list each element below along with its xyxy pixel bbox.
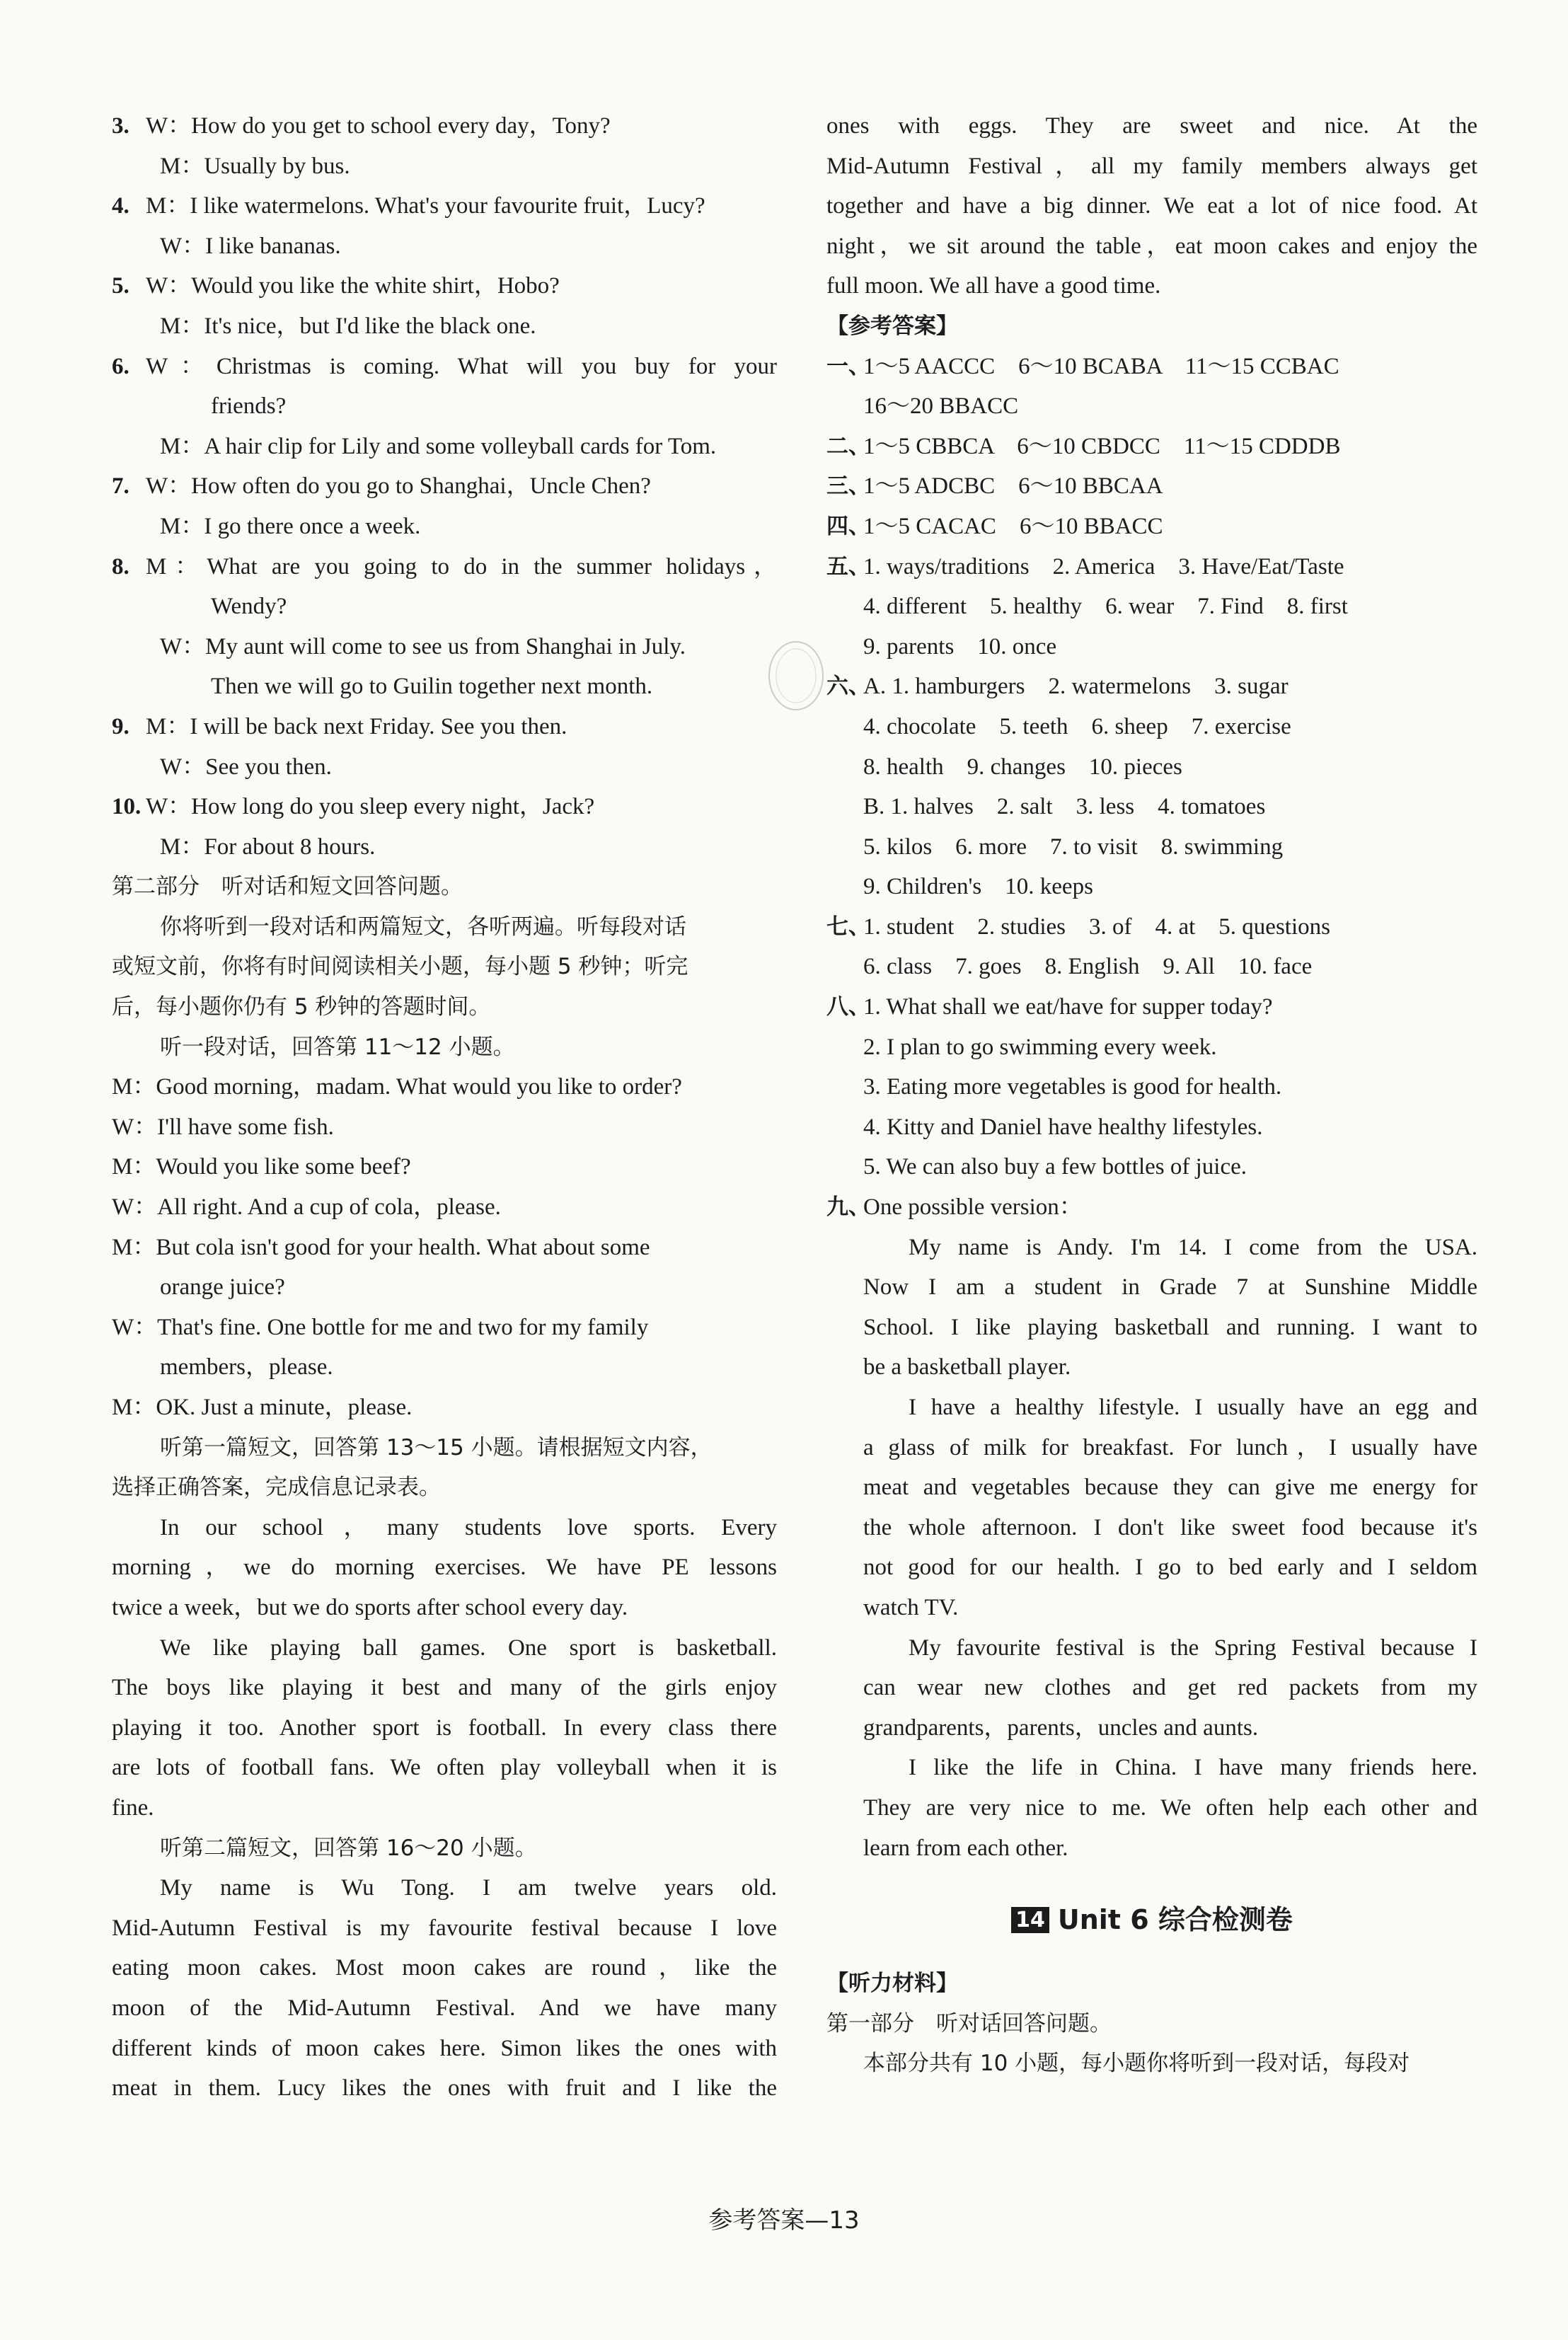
answer-line [826,947,1477,987]
dialog-line [112,827,777,868]
answer-key: 二、 [826,433,870,459]
dialog-line: M：But cola isn't good for your health. What about some [112,1234,650,1260]
answer-line [826,386,1477,427]
answer-line [826,466,1477,507]
dialog-line [112,466,777,507]
essay-line: learn from each other. [863,1835,1068,1861]
question-number: 10. [112,794,142,820]
answer-text: 1～5 CBBCA 6～10 CBDCC 11～15 CDDDB [863,433,1341,459]
answer-line [826,907,1477,947]
passage-line: night，we sit around the table，eat moon cakes and enjoy the [826,233,1477,259]
answer-text: 1～5 ADCBC 6～10 BBCAA [863,473,1163,500]
dialog-line: M：Would you like some beef? [112,1154,411,1180]
answer-key: 一、 [826,353,870,379]
answer-key: 七、 [826,913,870,940]
answer-line [826,427,1477,467]
dialog-line: M：Good morning，madam. What would you like to order? [112,1074,682,1100]
essay-line: watch TV. [863,1594,959,1620]
answer-line [826,1067,1477,1107]
answer-line [826,707,1477,747]
listening-label: 【听力材料】 [826,1971,958,1997]
passage-line: moon of the Mid-Autumn Festival. And we have many [112,1995,777,2021]
answer-line [826,1147,1477,1187]
passage-line: The boys like playing it best and many of the girls enjoy [112,1675,777,1701]
dialog-line [112,507,777,547]
instruction-text: 或短文前，你将有时间阅读相关小题，每小题 5 秒钟；听完 [112,954,688,980]
dialog-title: 听一段对话，回答第 11～12 小题。 [160,1034,515,1060]
answer-text: 2. I plan to go swimming every week. [863,1034,1217,1060]
dialog-text: M：I go there once a week. [160,513,421,539]
dialog-line [112,667,777,707]
question-number: 6. [112,353,129,379]
essay-line: My favourite festival is the Spring Festival because I [909,1635,1477,1661]
dialog-line [112,787,777,827]
dialog-line [112,386,777,427]
dialog-line [112,226,777,267]
dialog-line [112,347,777,387]
dialog-text: M：For about 8 hours. [160,834,376,860]
answer-text: 8. health 9. changes 10. pieces [863,754,1182,780]
answer-key: 三、 [826,473,870,500]
answer-line [826,747,1477,788]
dialog-text: Then we will go to Guilin together next month. [211,674,653,700]
passage-title: 听第二篇短文，回答第 16～20 小题。 [160,1835,537,1861]
answer-text: 5. We can also buy a few bottles of juice. [863,1154,1247,1180]
answer-key: 四、 [826,513,870,539]
watermark-stamp-icon [764,637,828,715]
answer-text: 16～20 BBACC [863,393,1019,420]
dialog-line [112,427,777,467]
unit-badge: 14 [1011,1907,1049,1933]
section-title: 第二部分 听对话和短文回答问题。 [112,874,463,900]
answer-key: 六、 [826,674,870,700]
dialog-text: Wendy? [211,594,287,620]
passage-title: 听第一篇短文，回答第 13～15 小题。请根据短文内容， [160,1434,713,1460]
answer-label: 【参考答案】 [826,313,958,339]
passage-line: In our school，many students love sports. Every [160,1514,777,1540]
essay-line: not good for our health. I go to bed early and I seldom [863,1555,1477,1581]
answer-text: A. 1. hamburgers 2. watermelons 3. sugar [863,674,1289,700]
answer-text: 4. different 5. healthy 6. wear 7. Find 8. first [863,594,1348,620]
question-number: 9. [112,713,129,739]
essay-line: My name is Andy. I'm 14. I come from the USA. [909,1234,1477,1260]
answer-key: 五、 [826,553,870,580]
question-number: 3. [112,113,129,139]
dialog-text: W：How long do you sleep every night，Jack? [146,794,595,820]
passage-line: Mid-Autumn Festival is my favourite festival because I love [112,1915,777,1941]
answer-line [826,1107,1477,1148]
essay-line: meat and vegetables because they can give me energy for [863,1475,1477,1501]
page-footer: 参考答案—13 [708,2206,860,2235]
passage-line: full moon. We all have a good time. [826,273,1161,299]
answer-line [826,787,1477,827]
question-number: 5. [112,273,129,299]
answer-line [826,507,1477,547]
dialog-text: W：How do you get to school every day，Tony? [146,113,611,139]
answer-line [826,667,1477,707]
answer-line [826,627,1477,667]
instruction-text: 本部分共有 10 小题，每小题你将听到一段对话，每段对 [863,2051,1410,2077]
dialog-line: W：That's fine. One bottle for me and two for my family [112,1314,649,1340]
answer-text: 1. ways/traditions 2. America 3. Have/Eat/Taste [863,553,1344,580]
dialog-text: M：I like watermelons. What's your favourite fruit，Lucy? [146,193,705,219]
passage-line: different kinds of moon cakes here. Simon likes the ones with [112,2035,777,2061]
passage-line: twice a week，but we do sports after school every day. [112,1594,628,1620]
answer-line [826,1027,1477,1068]
dialog-text: W：My aunt will come to see us from Shanghai in July. [160,633,686,659]
dialog-text: M：A hair clip for Lily and some volleyball cards for Tom. [160,433,717,459]
passage-line: fine. [112,1794,154,1821]
essay-line: I have a healthy lifestyle. I usually have an egg and [909,1395,1477,1420]
instruction-text: 后，每小题你仍有 5 秒钟的答题时间。 [112,994,491,1020]
answer-text: B. 1. halves 2. salt 3. less 4. tomatoes [863,794,1266,820]
essay-line: can wear new clothes and get red packets from my [863,1675,1477,1701]
answer-text: 1. What shall we eat/have for supper today? [863,994,1273,1020]
dialog-line [112,587,777,627]
dialog-text: M：What are you going to do in the summer holidays， [146,553,777,580]
section-title: 第一部分 听对话回答问题。 [826,2010,1112,2036]
passage-line: are lots of football fans. We often play volleyball when it is [112,1755,777,1781]
answer-line [826,867,1477,907]
answer-text: 6. class 7. goes 8. English 9. All 10. face [863,954,1313,980]
dialog-text: W：How often do you go to Shanghai，Uncle Chen? [146,473,651,500]
essay-line: School. I like playing basketball and running. I want to [863,1314,1477,1340]
answer-text: 1～5 AACCC 6～10 BCABA 11～15 CCBAC [863,353,1339,379]
answer-text: 5. kilos 6. more 7. to visit 8. swimming [863,834,1284,860]
dialog-text: W：I like bananas. [160,233,341,259]
essay-line: I like the life in China. I have many friends here. [909,1755,1477,1781]
dialog-line: members，please. [160,1354,333,1381]
essay-line: a glass of milk for breakfast. For lunch，I usually have [863,1434,1477,1460]
question-number: 4. [112,193,129,219]
dialog-line [112,707,777,747]
answer-line [826,987,1477,1027]
passage-line: Mid-Autumn Festival，all my family members always get [826,153,1477,179]
essay-line: the whole afternoon. I don't like sweet food because it's [863,1514,1477,1540]
dialog-line: orange juice? [160,1274,285,1301]
answer-key: 八、 [826,994,870,1020]
answer-line [826,827,1477,868]
dialog-line: W：I'll have some fish. [112,1114,334,1140]
dialog-text: M：Usually by bus. [160,153,350,179]
dialog-line [112,627,777,667]
answer-key: 九、 [826,1194,870,1221]
answer-line [826,347,1477,387]
passage-line: My name is Wu Tong. I am twelve years old. [160,1875,777,1901]
answer-text: 3. Eating more vegetables is good for health. [863,1074,1282,1100]
answer-text: 1. student 2. studies 3. of 4. at 5. questions [863,913,1330,940]
unit-title [826,1898,1477,1937]
dialog-text: friends? [211,393,287,420]
essay-line: They are very nice to me. We often help each other and [863,1794,1477,1821]
essay-line: Now I am a student in Grade 7 at Sunshine Middle [863,1274,1477,1301]
essay-line: grandparents，parents，uncles and aunts. [863,1714,1259,1741]
passage-line: playing it too. Another sport is football. In every class there [112,1714,777,1741]
dialog-text: W：Would you like the white shirt，Hobo? [146,273,560,299]
answer-text: One possible version： [863,1194,1083,1221]
answer-text: 1～5 CACAC 6～10 BBACC [863,513,1163,539]
dialog-text: M：I will be back next Friday. See you then. [146,713,567,739]
passage-line: meat in them. Lucy likes the ones with fruit and I like the [112,2075,777,2102]
dialog-line [112,747,777,788]
passage-line: together and have a big dinner. We eat a lot of nice food. At [826,193,1477,219]
question-number: 7. [112,473,129,500]
dialog-line: M：OK. Just a minute，please. [112,1395,413,1420]
dialog-line [112,106,777,146]
answer-line [826,1187,1477,1228]
answer-text: 4. Kitty and Daniel have healthy lifestyles. [863,1114,1263,1140]
passage-title: 选择正确答案，完成信息记录表。 [112,1475,441,1501]
left-column [112,106,777,2109]
dialog-line [112,306,777,347]
answer-text: 4. chocolate 5. teeth 6. sheep 7. exercise [863,713,1291,739]
dialog-text: M：It's nice，but I'd like the black one. [160,313,536,339]
instruction-text: 你将听到一段对话和两篇短文，各听两遍。听每段对话 [160,913,686,940]
question-number: 8. [112,553,129,580]
dialog-line [112,146,777,187]
passage-line: morning，we do morning exercises. We have PE lessons [112,1555,777,1581]
right-column [826,106,1477,2084]
unit-title-text: Unit 6 综合检测卷 [1057,1904,1293,1936]
passage-line: eating moon cakes. Most moon cakes are round，like the [112,1955,777,1981]
answer-text: 9. Children's 10. keeps [863,874,1093,900]
dialog-line [112,547,777,587]
passage-line: ones with eggs. They are sweet and nice. At the [826,113,1477,139]
dialog-text: W：Christmas is coming. What will you buy for your [146,353,777,379]
dialog-line: W：All right. And a cup of cola，please. [112,1194,501,1221]
essay-line: be a basketball player. [863,1354,1071,1381]
dialog-text: W：See you then. [160,754,332,780]
dialog-line [112,186,777,226]
passage-line: We like playing ball games. One sport is basketball. [160,1635,777,1661]
answer-line [826,547,1477,587]
dialog-line [112,266,777,306]
answer-line [826,587,1477,627]
answer-text: 9. parents 10. once [863,633,1057,659]
